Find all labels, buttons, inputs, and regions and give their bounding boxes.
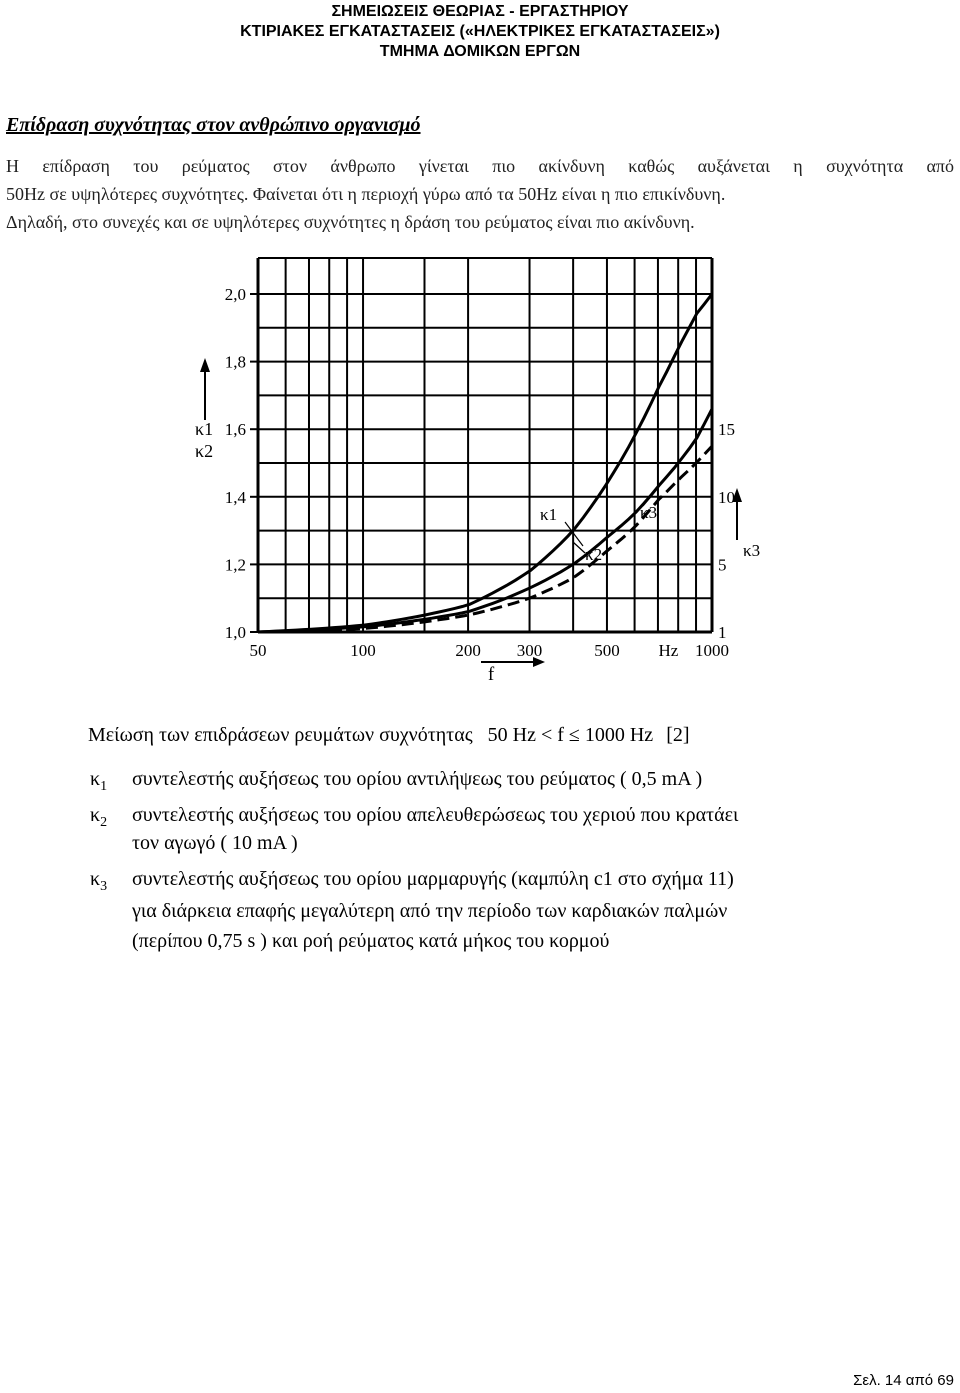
y-tick-label-4: 1,4 (224, 487, 246, 507)
y-tick-label-3: 1,6 (224, 420, 246, 440)
x-tick-label-3: 200 (455, 641, 481, 660)
x-tick-label-2: 100 (350, 641, 376, 660)
definition-symbol-3: $\kappa_3$ (90, 868, 108, 894)
x-tick-label-5: 500 (594, 641, 620, 660)
y-tick-label-1: 2,0 (224, 285, 246, 304)
figure-caption (88, 724, 690, 747)
paragraph-line-2: 50Hz σε υψηλότερες συχνότητες. Φαίνεται ότι η περιοχή γύρω από τα 50Hz είναι η πιο επικίνδυνη. (6, 184, 726, 204)
y2-tick-label-2: 10 (718, 487, 735, 507)
x-tick-label-7: 1000 (695, 641, 729, 660)
x-axis-label: f (487, 664, 495, 685)
definition-2-line-2: τον αγωγό ( 10 mA ) (132, 832, 298, 854)
y-tick-label-2: 1,8 (224, 352, 246, 372)
definition-symbol-1: $\kappa_1$ (90, 768, 108, 794)
caption-formula: 50 Hz < f ≤ 1000 Hz (487, 724, 654, 746)
x-tick-label-1: 50 (249, 641, 267, 660)
y-tick-label-6: 1,0 (224, 623, 246, 642)
paragraph-line-1: Η επίδραση του ρεύματος στον άνθρωπο γίνεται πιο ακίνδυνη καθώς αυξάνεται η συχνότητα από (6, 156, 954, 176)
header-line-2: ΚΤΙΡΙΑΚΕΣ ΕΓΚΑΤΑΣΤΑΣΕΙΣ («ΗΛΕΚΤΡΙΚΕΣ ΕΓΚΑΤΑΣΤΑΣΕΙΣ») (240, 23, 720, 40)
x-tick-label-6: Hz (658, 641, 679, 660)
definition-2-line-1: συντελεστής αυξήσεως του ορίου απελευθερώσεως του χεριού που κρατάει (132, 804, 739, 826)
y-tick-label-5: 1,2 (224, 555, 246, 575)
y-axis-arrowhead (200, 358, 210, 372)
y2-tick-label-3: 5 (718, 555, 727, 575)
y-axis-label-2: κ2 (195, 441, 214, 461)
frequency-factor-chart (185, 250, 775, 690)
y2-tick-label-4: 1 (718, 623, 727, 642)
definition-3-line-1: συντελεστής αυξήσεως του ορίου μαρμαρυγής (καμπύλη c1 στο σχήμα 11) (132, 868, 734, 890)
curve-annotation-2: κ2 (585, 545, 603, 564)
definition-3-line-3: (περίπου 0,75 s ) και ροή ρεύματος κατά μήκος του κορμού (132, 930, 610, 952)
header-line-1: ΣΗΜΕΙΩΣΕΙΣ ΘΕΩΡΙΑΣ - ΕΡΓΑΣΤΗΡΙΟΥ (331, 3, 629, 20)
header-line-3: ΤΜΗΜΑ ΔΟΜΙΚΩΝ ΕΡΓΩΝ (379, 43, 581, 60)
x-tick-label-4: 300 (516, 641, 543, 660)
definition-1-line-1: συντελεστής αυξήσεως του ορίου αντιλήψεως του ρεύματος ( 0,5 mA ) (132, 768, 703, 790)
y-axis-label-1: κ1 (195, 419, 214, 439)
paragraph-line-3: Δηλαδή, στο συνεχές και σε υψηλότερες συχνότητες η δράση του ρεύματος είναι πιο ακίνδυνη. (6, 212, 695, 232)
section-title: Επίδραση συχνότητας στον ανθρώπινο οργανισμό (6, 114, 421, 136)
annotation-leader-2 (573, 542, 585, 553)
page-number: Σελ. 14 από 69 (853, 1372, 954, 1389)
y2-axis-label: κ3 (743, 541, 761, 560)
series-3-line (258, 446, 712, 632)
caption-reference: [2] (666, 724, 690, 746)
y2-tick-label-1: 15 (718, 420, 735, 440)
chart-grid (258, 258, 712, 632)
curve-annotation-3: κ3 (640, 503, 658, 522)
curve-annotation-1: κ1 (540, 505, 558, 524)
caption-text: Μείωση των επιδράσεων ρευμάτων συχνότητας (88, 724, 473, 746)
definition-symbol-2: $\kappa_2$ (90, 804, 108, 830)
definition-3-line-2: για διάρκεια επαφής μεγαλύτερη από την περίοδο των καρδιακών παλμών (132, 900, 728, 922)
section-paragraph (6, 152, 954, 236)
